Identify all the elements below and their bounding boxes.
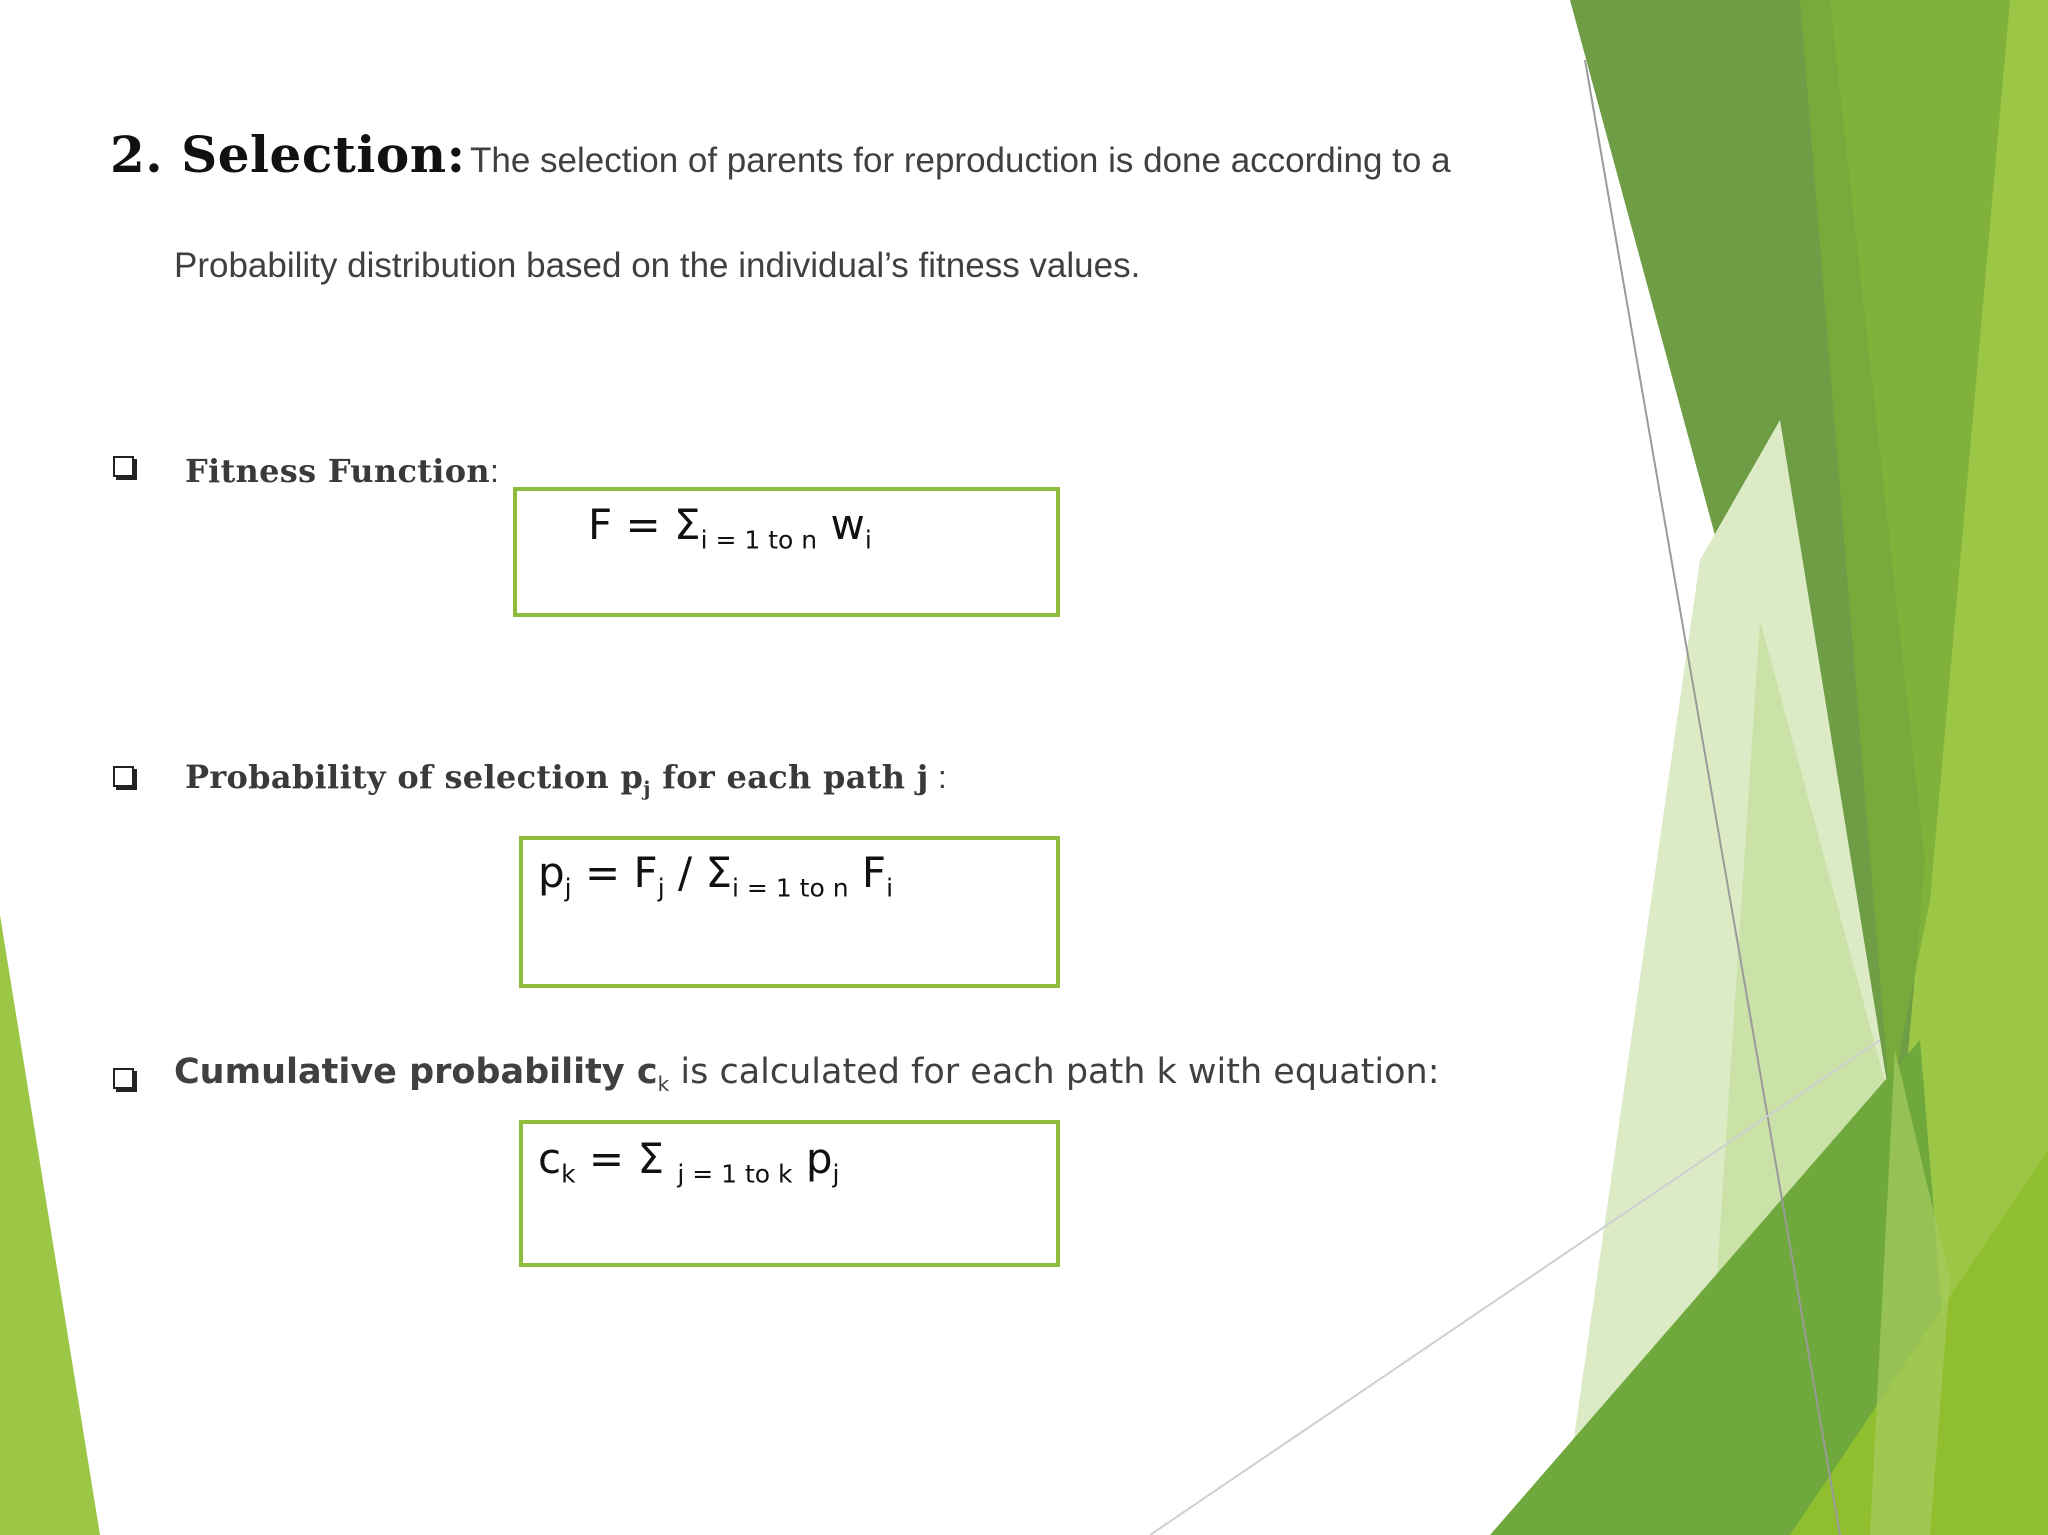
heading-text: The selection of parents for reproduction is done according to a (469, 141, 1451, 180)
deco-shape-left (0, 915, 100, 1535)
probability-formula: $p_j = F_j / \Sigma_{i = 1 to n}$ $F_i$ (538, 848, 894, 903)
fitness-function-label: Fitness Function: (185, 452, 500, 490)
fitness-formula: $F = \Sigma_{i = 1 to n}$ $w_i$ (588, 500, 872, 555)
bullet-square-icon (113, 456, 134, 477)
cumulative-formula: $c_k = \Sigma$ $_{j = 1 to k}$ $p_j$ (538, 1134, 840, 1189)
heading-continuation: Probability distribution based on the individual’s fitness values. (174, 246, 1141, 285)
heading-lead: 2. Selection: (110, 125, 466, 184)
slide-heading (110, 125, 1451, 184)
bullet-square-icon (113, 1068, 134, 1089)
bullet-square-icon (113, 766, 134, 787)
cumulative-probability-label: Cumulative probability $c_k$ is calculated for each path k with equation: (174, 1052, 1440, 1096)
probability-selection-label: Probability of selection $p_j$ for each path j : (185, 758, 948, 801)
